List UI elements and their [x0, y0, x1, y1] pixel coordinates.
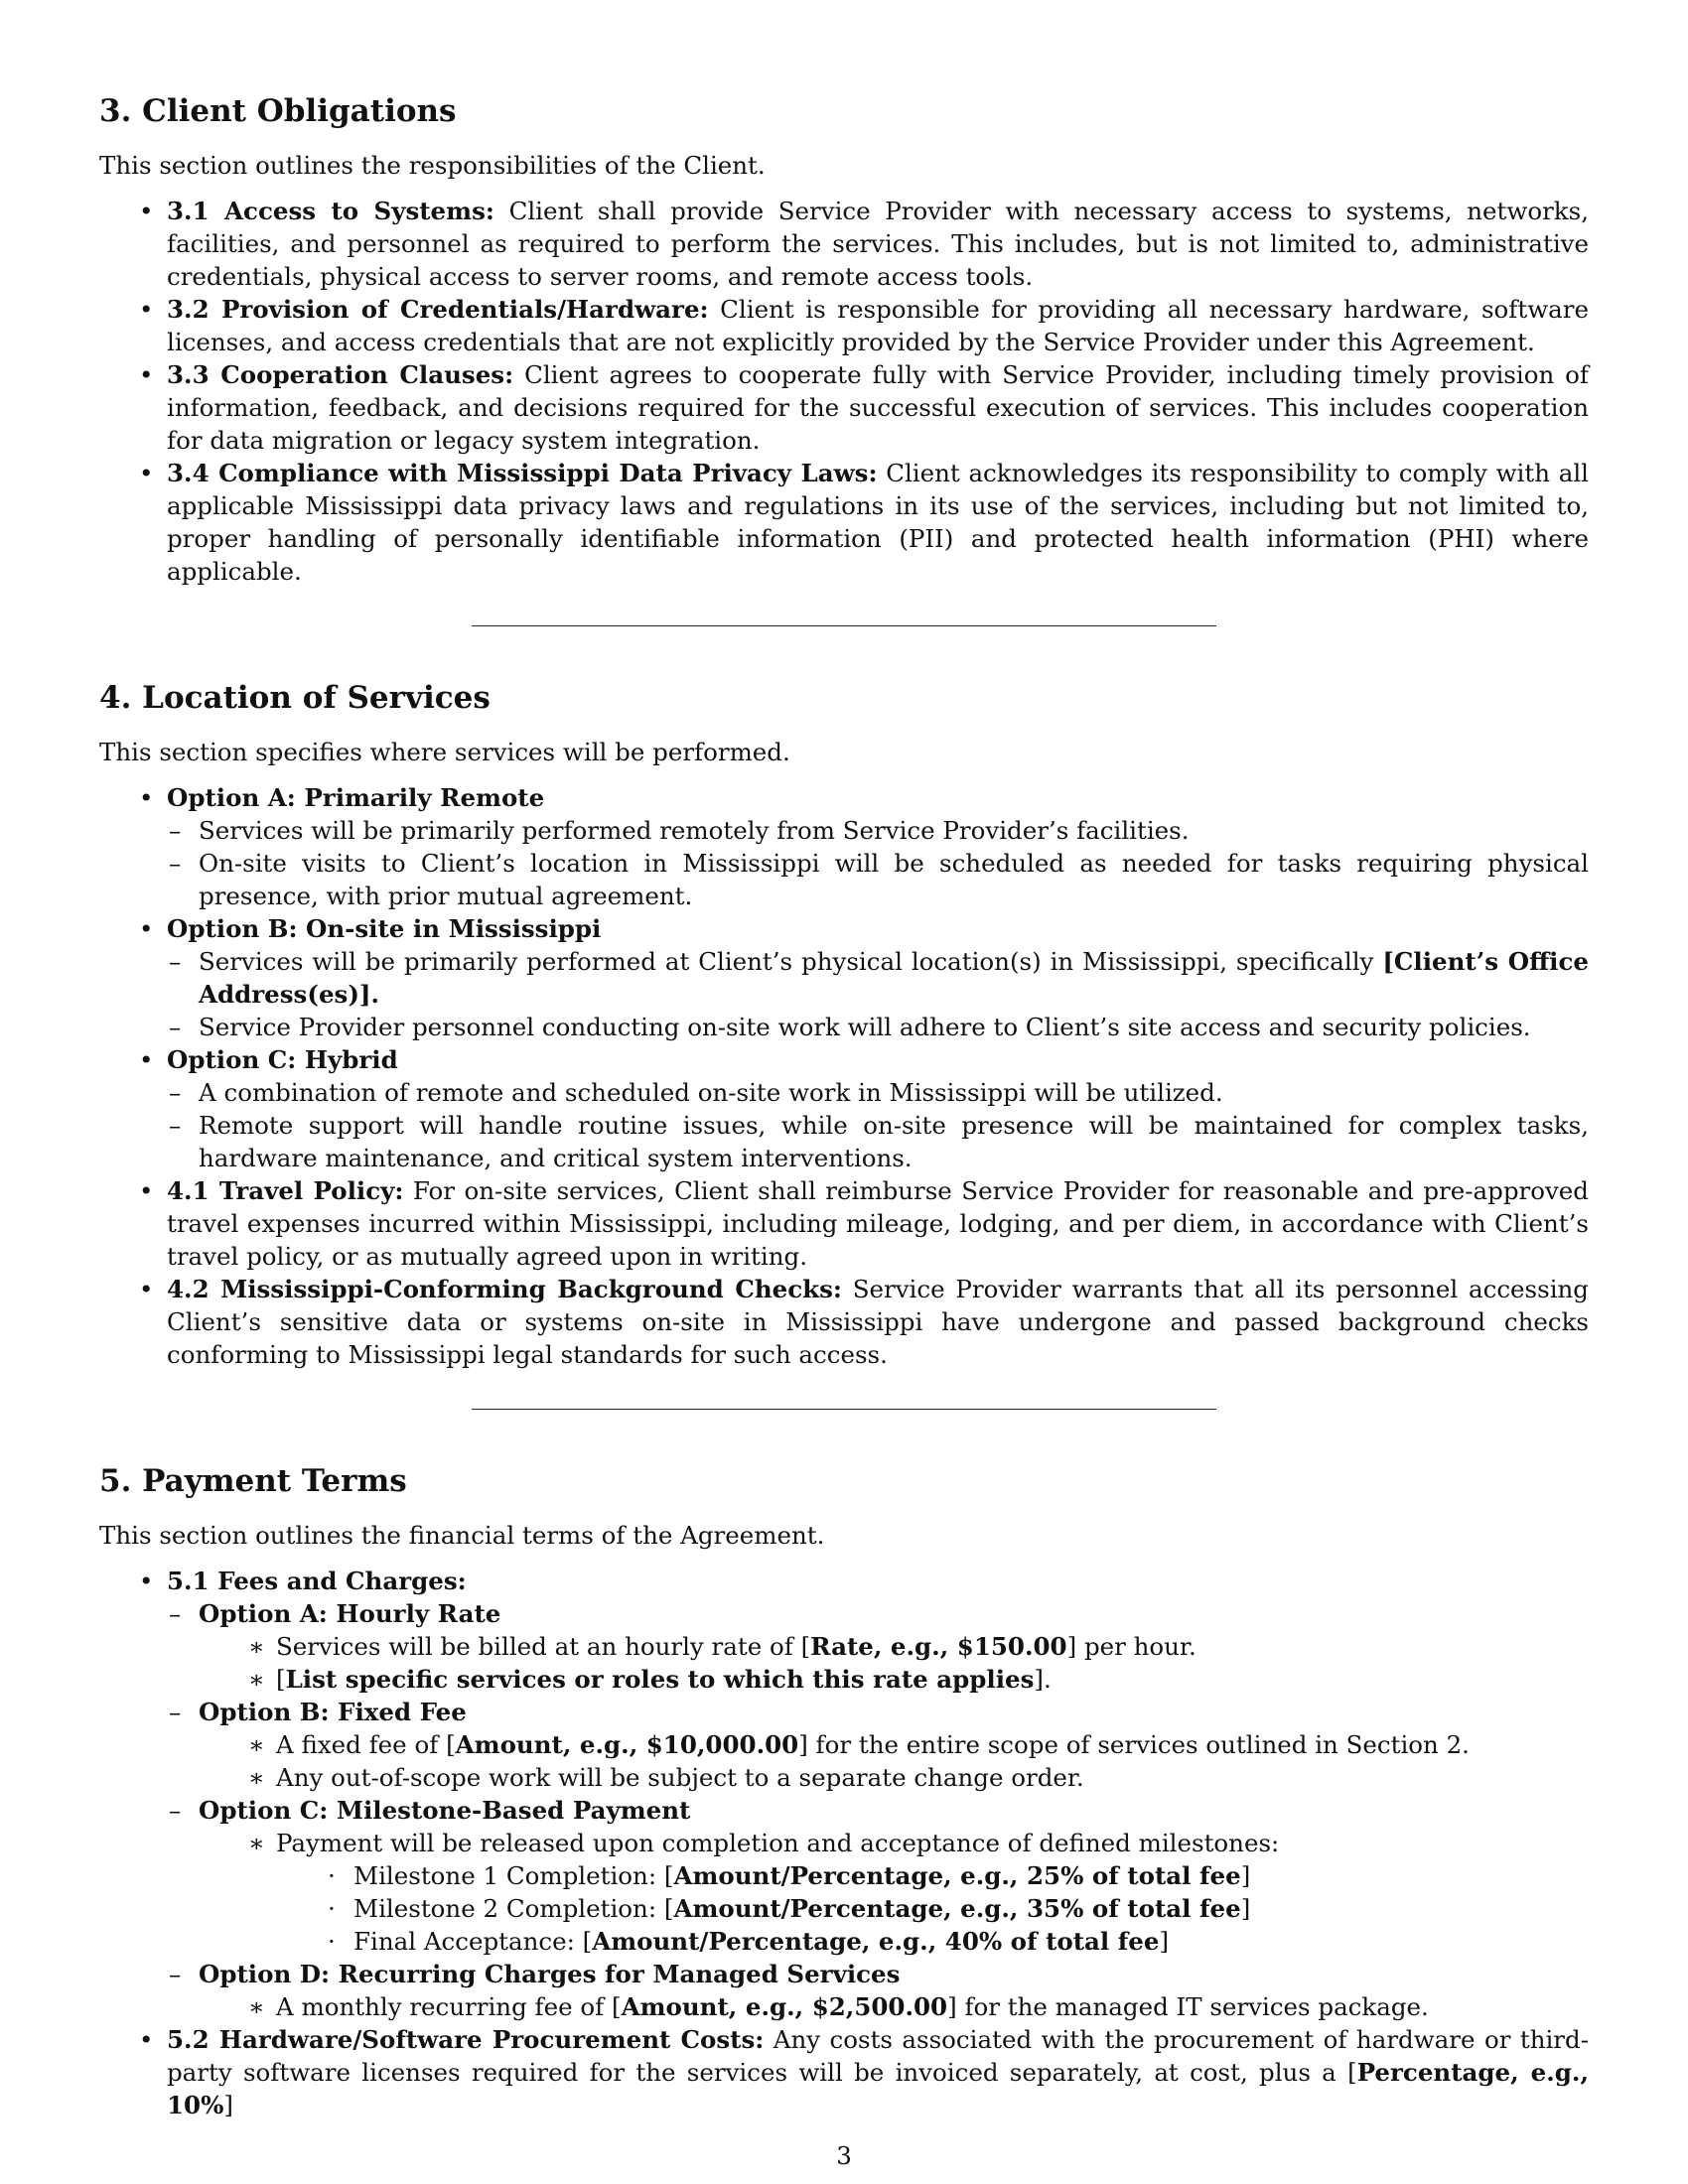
- placeholder-text: Amount, e.g., $10,000.00: [455, 1730, 799, 1759]
- detail-text: [: [276, 1665, 286, 1694]
- detail-text: ].: [1034, 1665, 1052, 1694]
- sub-item: – A combination of remote and scheduled on-site work in Mississippi will be utilized.: [169, 1076, 1589, 1109]
- section-divider: [472, 1409, 1216, 1410]
- detail-text: ] for the entire scope of services outlined in Section 2.: [798, 1730, 1470, 1759]
- milestone-list: [324, 1859, 1589, 1958]
- list-item-option-b: [99, 912, 1589, 1043]
- item-label: 3.2 Provision of Credentials/Hardware:: [167, 295, 709, 324]
- list-item: [99, 293, 1589, 358]
- section-payment-terms: [99, 1461, 1589, 2121]
- item-label: 3.4 Compliance with Mississippi Data Privacy Laws:: [167, 459, 878, 487]
- list-item-option-c: [99, 1043, 1589, 1174]
- obligations-list: [99, 195, 1589, 588]
- detail-text: Services will be billed at an hourly rate of [: [276, 1632, 811, 1661]
- fee-detail: [248, 1663, 1589, 1696]
- milestone-item: [324, 1925, 1589, 1958]
- item-text: Client acknowledges its responsibility to comply with all applicable Mississippi data privacy laws and regulations in its use of the services, including but not limited to, proper handling of personally identifiable information (PII) and protected health information (PHI) where applicable.: [167, 459, 1589, 586]
- sub-list: [169, 945, 1589, 1043]
- fee-detail-list: [248, 1728, 1589, 1794]
- list-item: [99, 358, 1589, 457]
- section-intro: This section outlines the responsibilities of the Client.: [99, 151, 766, 180]
- fee-option-c: [169, 1794, 1589, 1958]
- detail-text: ]: [1240, 1861, 1251, 1890]
- fee-option-a: [169, 1597, 1589, 1696]
- fee-detail: [248, 1630, 1589, 1663]
- list-item-option-a: [99, 781, 1589, 912]
- placeholder-text: Amount/Percentage, e.g., 40% of total fee: [592, 1927, 1160, 1956]
- item-label: 5.1 Fees and Charges:: [167, 1567, 467, 1595]
- placeholder-text: Percentage, e.g., 10%: [167, 2058, 1589, 2119]
- section-intro: This section outlines the financial terms of the Agreement.: [99, 1521, 825, 1550]
- page-number: 3: [836, 2141, 852, 2170]
- detail-text: Milestone 2 Completion: [: [353, 1894, 674, 1923]
- detail-text: Final Acceptance: [: [353, 1927, 593, 1956]
- placeholder-bracket: ].: [358, 980, 380, 1009]
- sub-item: – Service Provider personnel conducting on-site work will adhere to Client’s site access and security policies.: [169, 1011, 1589, 1043]
- item-text: For on-site services, Client shall reimburse Service Provider for reasonable and pre-approved travel expenses incurred within Mississippi, including mileage, lodging, and per diem, in accordance with Client’s travel policy, or as mutually agreed upon in writing.: [167, 1176, 1589, 1271]
- placeholder-text: Amount, e.g., $2,500.00: [621, 1992, 948, 2021]
- section-heading: 3. Client Obligations: [99, 93, 457, 129]
- detail-text: Milestone 1 Completion: [: [353, 1861, 674, 1890]
- detail-text: A monthly recurring fee of [: [276, 1992, 622, 2021]
- placeholder-text: List specific services or roles to which this rate applies: [285, 1665, 1035, 1694]
- sub-item-text: Services will be primarily performed at Client’s physical location(s) in Mississippi, specifically: [199, 947, 1383, 976]
- fee-option-b: [169, 1696, 1589, 1794]
- sub-item: – On-site visits to Client’s location in Mississippi will be scheduled as needed for tasks requiring physical presence, with prior mutual agreement.: [169, 847, 1589, 912]
- item-label: 4.1 Travel Policy:: [167, 1176, 404, 1205]
- fee-detail: [248, 1728, 1589, 1761]
- sub-item: – Remote support will handle routine issues, while on-site presence will be maintained for complex tasks, hardware maintenance, and critical system interventions.: [169, 1109, 1589, 1174]
- item-text: ]: [223, 2091, 233, 2119]
- option-label: Option B: On-site in Mississippi: [167, 914, 602, 943]
- detail-text: ] per hour.: [1066, 1632, 1196, 1661]
- sub-list: [169, 1076, 1589, 1174]
- fee-detail-list: [248, 1827, 1589, 1958]
- item-label: 3.1 Access to Systems:: [167, 197, 494, 225]
- placeholder-bracket: [: [1382, 947, 1394, 976]
- list-item: [99, 457, 1589, 588]
- detail-text: ] for the managed IT services package.: [947, 1992, 1429, 2021]
- option-label: Option A: Primarily Remote: [167, 783, 545, 812]
- list-item-fees: [99, 1565, 1589, 2023]
- item-text: Client shall provide Service Provider with necessary access to systems, networks, facilities, and personnel as required to perform the services. This includes, but is not limited to, administrative credentials, physical access to server rooms, and remote access tools.: [167, 197, 1589, 291]
- fee-options-list: [169, 1597, 1589, 2023]
- item-label: 3.3 Cooperation Clauses:: [167, 360, 514, 389]
- milestone-item: [324, 1859, 1589, 1892]
- list-item: [99, 195, 1589, 293]
- option-label: Option C: Hybrid: [167, 1045, 398, 1074]
- sub-item: [169, 945, 1589, 1011]
- item-text: Service Provider warrants that all its personnel accessing Client’s sensitive data or systems on-site in Mississippi have undergone and passed background checks conforming to Mississippi legal standards for such access.: [167, 1275, 1589, 1369]
- option-label: Option D: Recurring Charges for Managed Services: [199, 1960, 901, 1988]
- section-client-obligations: [99, 91, 1589, 588]
- detail-text: ]: [1159, 1927, 1170, 1956]
- fee-detail-list: [248, 1990, 1589, 2023]
- fee-detail: [248, 1990, 1589, 2023]
- section-location-of-services: [99, 678, 1589, 1371]
- fee-option-d: [169, 1958, 1589, 2023]
- item-text: Client agrees to cooperate fully with Service Provider, including timely provision of information, feedback, and decisions required for the successful execution of services. This includes cooperation for data migration or legacy system integration.: [167, 360, 1589, 455]
- fee-detail: ∗ Any out-of-scope work will be subject to a separate change order.: [248, 1761, 1589, 1794]
- location-options-list: [99, 781, 1589, 1371]
- placeholder-text: Client’s Office Address(es): [199, 947, 1589, 1009]
- detail-text: A fixed fee of [: [276, 1730, 456, 1759]
- section-divider: [472, 625, 1216, 626]
- detail-text: ]: [1240, 1894, 1251, 1923]
- sub-list: [169, 814, 1589, 912]
- section-intro: This section specifies where services will be performed.: [99, 738, 790, 766]
- section-heading: 4. Location of Services: [99, 680, 491, 716]
- document-page: [99, 91, 1589, 2121]
- placeholder-text: Rate, e.g., $150.00: [810, 1632, 1067, 1661]
- option-label: Option B: Fixed Fee: [199, 1698, 467, 1726]
- list-item-procurement: [99, 2023, 1589, 2121]
- item-text: Any costs associated with the procurement of hardware or third-party software licenses required for the services will be invoiced separately, at cost, plus a [: [167, 2025, 1589, 2087]
- option-label: Option C: Milestone-Based Payment: [199, 1796, 691, 1825]
- milestone-item: [324, 1892, 1589, 1925]
- list-item-background-checks: [99, 1273, 1589, 1371]
- list-item-travel-policy: [99, 1174, 1589, 1273]
- placeholder-text: Amount/Percentage, e.g., 25% of total fee: [673, 1861, 1241, 1890]
- detail-text: Payment will be released upon completion and acceptance of defined milestones:: [276, 1829, 1280, 1857]
- payment-list: [99, 1565, 1589, 2121]
- fee-detail: [248, 1827, 1589, 1958]
- fee-detail-list: [248, 1630, 1589, 1696]
- item-label: 4.2 Mississippi-Conforming Background Checks:: [167, 1275, 842, 1303]
- sub-item: – Services will be primarily performed remotely from Service Provider’s facilities.: [169, 814, 1589, 847]
- option-label: Option A: Hourly Rate: [199, 1599, 501, 1628]
- item-label: 5.2 Hardware/Software Procurement Costs:: [167, 2025, 765, 2054]
- item-text: Client is responsible for providing all necessary hardware, software licenses, and access credentials that are not explicitly provided by the Service Provider under this Agreement.: [167, 295, 1590, 356]
- section-heading: 5. Payment Terms: [99, 1463, 407, 1499]
- placeholder-text: Amount/Percentage, e.g., 35% of total fee: [673, 1894, 1241, 1923]
